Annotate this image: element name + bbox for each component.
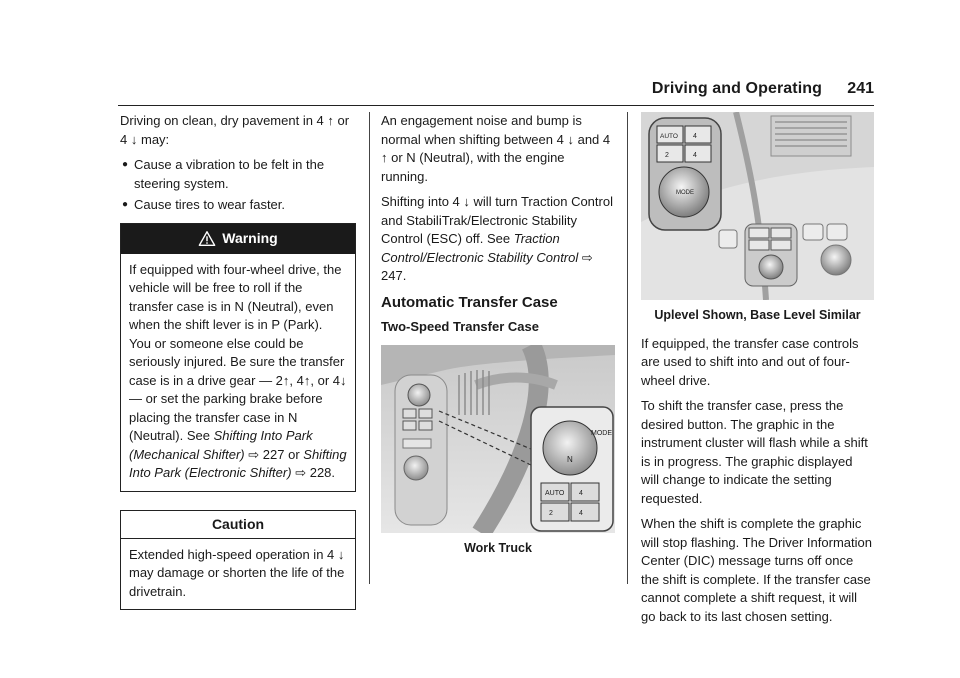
section-heading: Automatic Transfer Case: [381, 293, 558, 311]
caution-header: Caution: [121, 511, 355, 539]
down-arrow-icon: ↓: [463, 194, 470, 209]
figure-caption: Uplevel Shown, Base Level Similar: [654, 308, 861, 322]
page-header: [118, 76, 874, 106]
panel-4l-label: 4: [693, 152, 697, 159]
inset-mode-label: MODE: [591, 429, 612, 437]
down-arrow-icon: ↓: [337, 546, 345, 562]
column-1: [120, 112, 356, 610]
uplevel-illustration: [641, 112, 874, 300]
caution-text: Extended high-speed operation in 4 ↓ may damage or shorten the life of the drivetrain.: [129, 546, 345, 599]
paragraph: To shift the transfer case, press the desired button. The graphic in the instrument cluster will flash while a shift is in progress. The graphic displayed will change to indicate the setting requested.: [641, 398, 868, 506]
up-arrow-icon: ↑: [303, 372, 311, 388]
column-3: [641, 112, 874, 633]
cross-reference-link[interactable]: Shifting Into Park (Mechanical Shifter): [129, 428, 313, 462]
page-ref-icon: ⇨: [581, 249, 593, 265]
warning-text: If equipped with four-wheel drive, the vehicle will be free to roll if the transfer case is in N (Neutral), even when the shift lever is in P (Park). You or someone else could be seriously injured. Be sure the transfer case is in a drive gear — 2↑, 4↑, or 4↓ — or set the parking brake before placing the transfer case in N (Neutral). See Shifting Into Park (Mechanical Shifter) ⇨ 227 or Shifting Into Park (Electronic Shifter) ⇨ 228.: [129, 261, 347, 480]
panel-4h-label: 4: [693, 133, 697, 140]
page-ref-icon: ⇨: [248, 446, 260, 462]
work-truck-illustration: [381, 345, 615, 533]
page-number: 241: [847, 80, 874, 97]
column-2: [381, 112, 615, 567]
header-rule: [118, 105, 874, 106]
paragraph: Shifting into 4 ↓ will turn Traction Control and StabiliTrak/Electronic Stability Control (ESC) off. See Traction Control/Electronic Stability Control ⇨ 247.: [381, 194, 613, 283]
up-arrow-icon: ↑: [327, 113, 334, 128]
cross-reference-link[interactable]: Shifting Into Park (Electronic Shifter): [129, 446, 347, 480]
bullet-list: [120, 156, 356, 215]
paragraph: If equipped, the transfer case controls are used to shift into and out of four-wheel drive.: [641, 335, 859, 388]
down-arrow-icon: ↓: [567, 131, 574, 147]
page-ref-number: 227: [262, 446, 285, 462]
intro-paragraph: Driving on clean, dry pavement in 4 ↑ or 4 ↓ may:: [120, 112, 356, 149]
list-item: ● Cause a vibration to be felt in the steering system.: [120, 156, 356, 193]
subsection-heading: Two-Speed Transfer Case: [381, 319, 539, 334]
warning-box: [120, 223, 356, 492]
page-ref-number: 247: [381, 268, 403, 283]
paragraph: When the shift is complete the graphic will stop flashing. The Driver Information Center (DIC) message turns off once the shift is complete. If the transfer case cannot complete a shift request, it will go back to its last chosen setting.: [641, 516, 872, 624]
page-ref-icon: ⇨: [295, 465, 307, 480]
inset-auto-label: AUTO: [545, 489, 565, 497]
section-title: Driving and Operating: [651, 80, 822, 97]
list-item: ● Cause tires to wear faster.: [120, 196, 356, 215]
uplevel-figure: [641, 112, 874, 300]
column-divider-left: [369, 112, 370, 584]
panel-auto-label: AUTO: [660, 133, 678, 140]
column-divider-right: [627, 112, 628, 584]
caution-box: [120, 510, 356, 611]
inset-2h-label: 2: [549, 509, 553, 517]
down-arrow-icon: ↓: [340, 372, 347, 388]
warning-icon: [198, 230, 216, 248]
work-truck-figure: [381, 345, 615, 533]
warning-header: Warning: [121, 224, 355, 254]
up-arrow-icon: ↑: [381, 150, 388, 165]
cross-reference-link[interactable]: Traction Control/Electronic Stability Control: [381, 231, 579, 265]
inset-n-label: N: [567, 454, 573, 464]
inset-4h-label: 4: [579, 489, 583, 497]
figure-caption: Work Truck: [464, 540, 532, 555]
panel-2h-label: 2: [665, 152, 669, 159]
down-arrow-icon: ↓: [130, 131, 138, 147]
inset-4l-label: 4: [579, 509, 583, 517]
paragraph: An engagement noise and bump is normal when shifting between 4 ↓ and 4 ↑ or N (Neutral), with the engine running.: [381, 113, 611, 184]
up-arrow-icon: ↑: [282, 372, 290, 388]
page-ref-number: 228: [309, 465, 332, 480]
panel-mode-label: MODE: [676, 190, 694, 196]
